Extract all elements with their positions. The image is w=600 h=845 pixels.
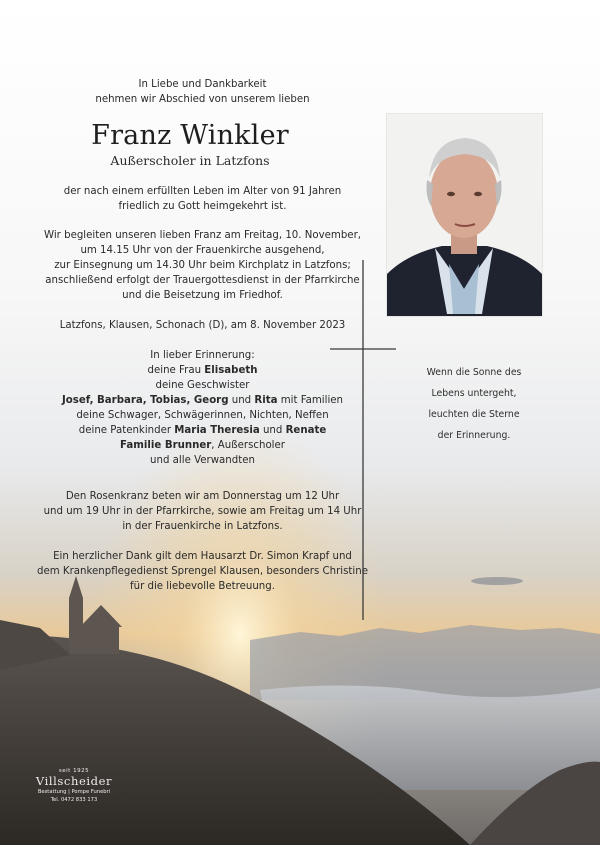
funeral-line: Wir begleiten unseren lieben Franz am Freitag, 10. November, [44,230,361,241]
logo-tagline: Bestattung | Pompe Funebri [37,789,111,795]
intro-line: In Liebe und Dankbarkeit [138,79,267,90]
deceased-name: Franz Winkler [91,120,289,151]
mourners-wife: deine Frau Elisabeth [147,365,258,376]
funeral-line: zur Einsegnung um 14.30 Uhr beim Kirchplatz in Latzfons; [54,260,351,271]
logo-brand: Villscheider [35,774,113,788]
quote-line: Wenn die Sonne des [426,367,522,378]
passing-line: friedlich zu Gott heimgekehrt ist. [118,201,287,212]
passing-line: der nach einem erfüllten Leben im Alter von 91 Jahren [63,186,342,197]
intro-text [0,77,405,107]
place-date: Latzfons, Klausen, Schonach (D), am 8. November 2023 [59,320,346,331]
thanks-line: dem Krankenpflegedienst Sprengel Klausen, besonders Christine [37,566,368,577]
thanks-text [0,549,405,594]
passing-text [0,184,405,214]
intro-line: nehmen wir Abschied von unserem lieben [95,94,310,105]
funeral-line: anschließend erfolgt der Trauergottesdienst in der Pfarrkirche [45,275,360,286]
mourners-siblings: Josef, Barbara, Tobias, Georg und Rita mit Familien [61,395,343,406]
thanks-line: Ein herzlicher Dank gilt dem Hausarzt Dr. Simon Krapf und [53,551,352,562]
portrait-illustration [387,114,542,316]
logo-phone: Tel. 0472 833 173 [50,797,98,803]
quote-text [410,362,538,446]
mourners-siblings-label: deine Geschwister [155,380,250,391]
funeral-line: um 14.15 Uhr von der Frauenkirche ausgehend, [80,245,325,256]
rosary-line: in der Frauenkirche in Latzfons. [122,521,283,532]
deceased-subtitle: Außerscholer in Latzfons [110,153,270,168]
rosary-line: Den Rosenkranz beten wir am Donnerstag um 12 Uhr [65,491,340,502]
mourners-in-laws: deine Schwager, Schwägerinnen, Nichten, Neffen [76,410,329,421]
funeral-home-logo [28,768,120,804]
mourners-relatives: und alle Verwandten [150,455,255,466]
mourners-family: Familie Brunner, Außerscholer [120,440,285,451]
portrait-photo [387,114,542,316]
logo-since: seit 1925 [58,768,90,774]
funeral-line: und die Beisetzung im Friedhof. [122,290,283,301]
rosary-text [0,489,405,534]
quote-line: der Erinnerung. [437,430,511,441]
mourners-godchildren: deine Patenkinder Maria Theresia und Renate [78,425,327,436]
mourners-list [0,348,405,468]
rosary-line: und um 19 Uhr in der Pfarrkirche, sowie am Freitag um 14 Uhr [43,506,362,517]
thanks-line: für die liebevolle Betreuung. [130,581,275,592]
funeral-text [0,228,405,303]
mourners-intro: In lieber Erinnerung: [150,350,255,361]
quote-line: Lebens untergeht, [431,388,517,399]
quote-line: leuchten die Sterne [428,409,520,420]
